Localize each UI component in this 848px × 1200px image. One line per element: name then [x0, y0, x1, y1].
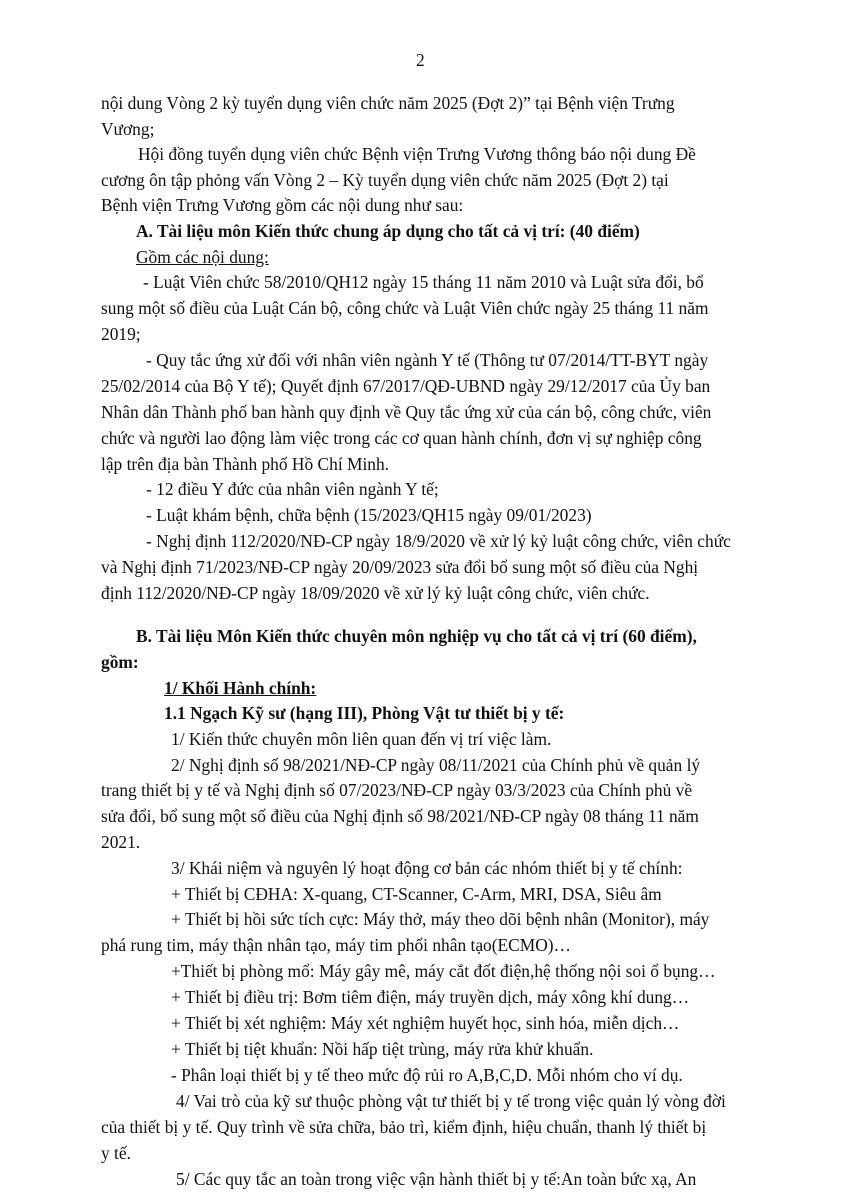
- text-line: sung một số điều của Luật Cán bộ, công chức và Luật Viên chức ngày 25 tháng 11 năm: [101, 298, 709, 318]
- text-line: 25/02/2014 của Bộ Y tế); Quyết định 67/2017/QĐ-UBND ngày 29/12/2017 của Ủy ban: [101, 376, 711, 396]
- text-line: + Thiết bị điều trị: Bơm tiêm điện, máy truyền dịch, máy xông khí dung…: [171, 987, 690, 1007]
- subheading-contents: Gồm các nội dung:: [136, 247, 269, 267]
- text-line: lập trên địa bàn Thành phố Hồ Chí Minh.: [101, 454, 390, 474]
- text-line: 4/ Vai trò của kỹ sư thuộc phòng vật tư thiết bị y tế trong việc quản lý vòng đời: [176, 1091, 726, 1111]
- text-line: 1/ Kiến thức chuyên môn liên quan đến vị trí việc làm.: [171, 729, 552, 749]
- text-line: sửa đổi, bổ sung một số điều của Nghị định số 98/2021/NĐ-CP ngày 08 tháng 11 năm: [101, 806, 699, 826]
- text-line: + Thiết bị xét nghiệm: Máy xét nghiệm huyết học, sinh hóa, miễn dịch…: [171, 1013, 680, 1033]
- text-line: của thiết bị y tế. Quy trình về sửa chữa, bảo trì, kiểm định, hiệu chuẩn, thanh lý thiết bị: [101, 1117, 707, 1137]
- page-number: 2: [416, 50, 425, 70]
- text-line: trang thiết bị y tế và Nghị định số 07/2023/NĐ-CP ngày 03/3/2023 của Chính phủ về: [101, 780, 693, 800]
- text-line: + Thiết bị tiệt khuẩn: Nồi hấp tiệt trùng, máy rửa khử khuẩn.: [171, 1039, 594, 1059]
- text-line: Bệnh viện Trưng Vương gồm các nội dung như sau:: [101, 195, 464, 215]
- text-line: Hội đồng tuyển dụng viên chức Bệnh viện Trưng Vương thông báo nội dung Đề: [138, 144, 696, 164]
- text-line: - Phân loại thiết bị y tế theo mức độ rủi ro A,B,C,D. Mỗi nhóm cho ví dụ.: [171, 1065, 683, 1085]
- section-b-heading-cont: gồm:: [101, 652, 139, 672]
- section-a-heading: A. Tài liệu môn Kiến thức chung áp dụng cho tất cả vị trí: (40 điểm): [136, 221, 640, 241]
- text-line: - Nghị định 112/2020/NĐ-CP ngày 18/9/2020 về xử lý kỷ luật công chức, viên chức: [146, 531, 731, 551]
- text-line: - Quy tắc ứng xử đối với nhân viên ngành Y tế (Thông tư 07/2014/TT-BYT ngày: [146, 350, 709, 370]
- text-line: 2019;: [101, 324, 141, 344]
- text-line: - Luật khám bệnh, chữa bệnh (15/2023/QH15 ngày 09/01/2023): [146, 505, 592, 525]
- text-line: nội dung Vòng 2 kỳ tuyển dụng viên chức năm 2025 (Đợt 2)” tại Bệnh viện Trưng: [101, 93, 675, 113]
- text-line: cương ôn tập phỏng vấn Vòng 2 – Kỳ tuyển dụng viên chức năm 2025 (Đợt 2) tại: [101, 170, 669, 190]
- text-line: định 112/2020/NĐ-CP ngày 18/09/2020 về xử lý kỷ luật công chức, viên chức.: [101, 583, 650, 603]
- text-line: và Nghị định 71/2023/NĐ-CP ngày 20/09/2023 sửa đổi bổ sung một số điều của Nghị: [101, 557, 699, 577]
- text-line: chức và người lao động làm việc trong các cơ quan hành chính, đơn vị sự nghiệp công: [101, 428, 702, 448]
- text-line: phá rung tim, máy thận nhân tạo, máy tim phổi nhân tạo(ECMO)…: [101, 935, 571, 955]
- text-line: 2021.: [101, 832, 141, 852]
- text-line: 2/ Nghị định số 98/2021/NĐ-CP ngày 08/11/2021 của Chính phủ về quản lý: [171, 755, 701, 775]
- text-line: - 12 điều Y đức của nhân viên ngành Y tế;: [146, 479, 439, 499]
- block-heading: 1/ Khối Hành chính:: [164, 678, 317, 698]
- text-line: Nhân dân Thành phố ban hành quy định về Quy tắc ứng xử của cán bộ, công chức, viên: [101, 402, 712, 422]
- text-line: + Thiết bị hồi sức tích cực: Máy thở, máy theo dõi bệnh nhân (Monitor), máy: [171, 909, 710, 929]
- text-line: + Thiết bị CĐHA: X-quang, CT-Scanner, C-Arm, MRI, DSA, Siêu âm: [171, 884, 662, 904]
- subsection-heading: 1.1 Ngạch Kỹ sư (hạng III), Phòng Vật tư thiết bị y tế:: [164, 703, 565, 723]
- text-line: 5/ Các quy tắc an toàn trong việc vận hành thiết bị y tế:An toàn bức xạ, An: [176, 1169, 697, 1189]
- text-line: Vương;: [101, 119, 155, 139]
- text-line: +Thiết bị phòng mổ: Máy gây mê, máy cắt đốt điện,hệ thống nội soi ổ bụng…: [171, 961, 716, 981]
- section-b-heading: B. Tài liệu Môn Kiến thức chuyên môn nghiệp vụ cho tất cả vị trí (60 điểm),: [136, 626, 697, 646]
- text-line: y tế.: [101, 1143, 131, 1163]
- text-line: 3/ Khái niệm và nguyên lý hoạt động cơ bản các nhóm thiết bị y tế chính:: [171, 858, 683, 878]
- text-line: - Luật Viên chức 58/2010/QH12 ngày 15 tháng 11 năm 2010 và Luật sửa đổi, bổ: [143, 272, 704, 292]
